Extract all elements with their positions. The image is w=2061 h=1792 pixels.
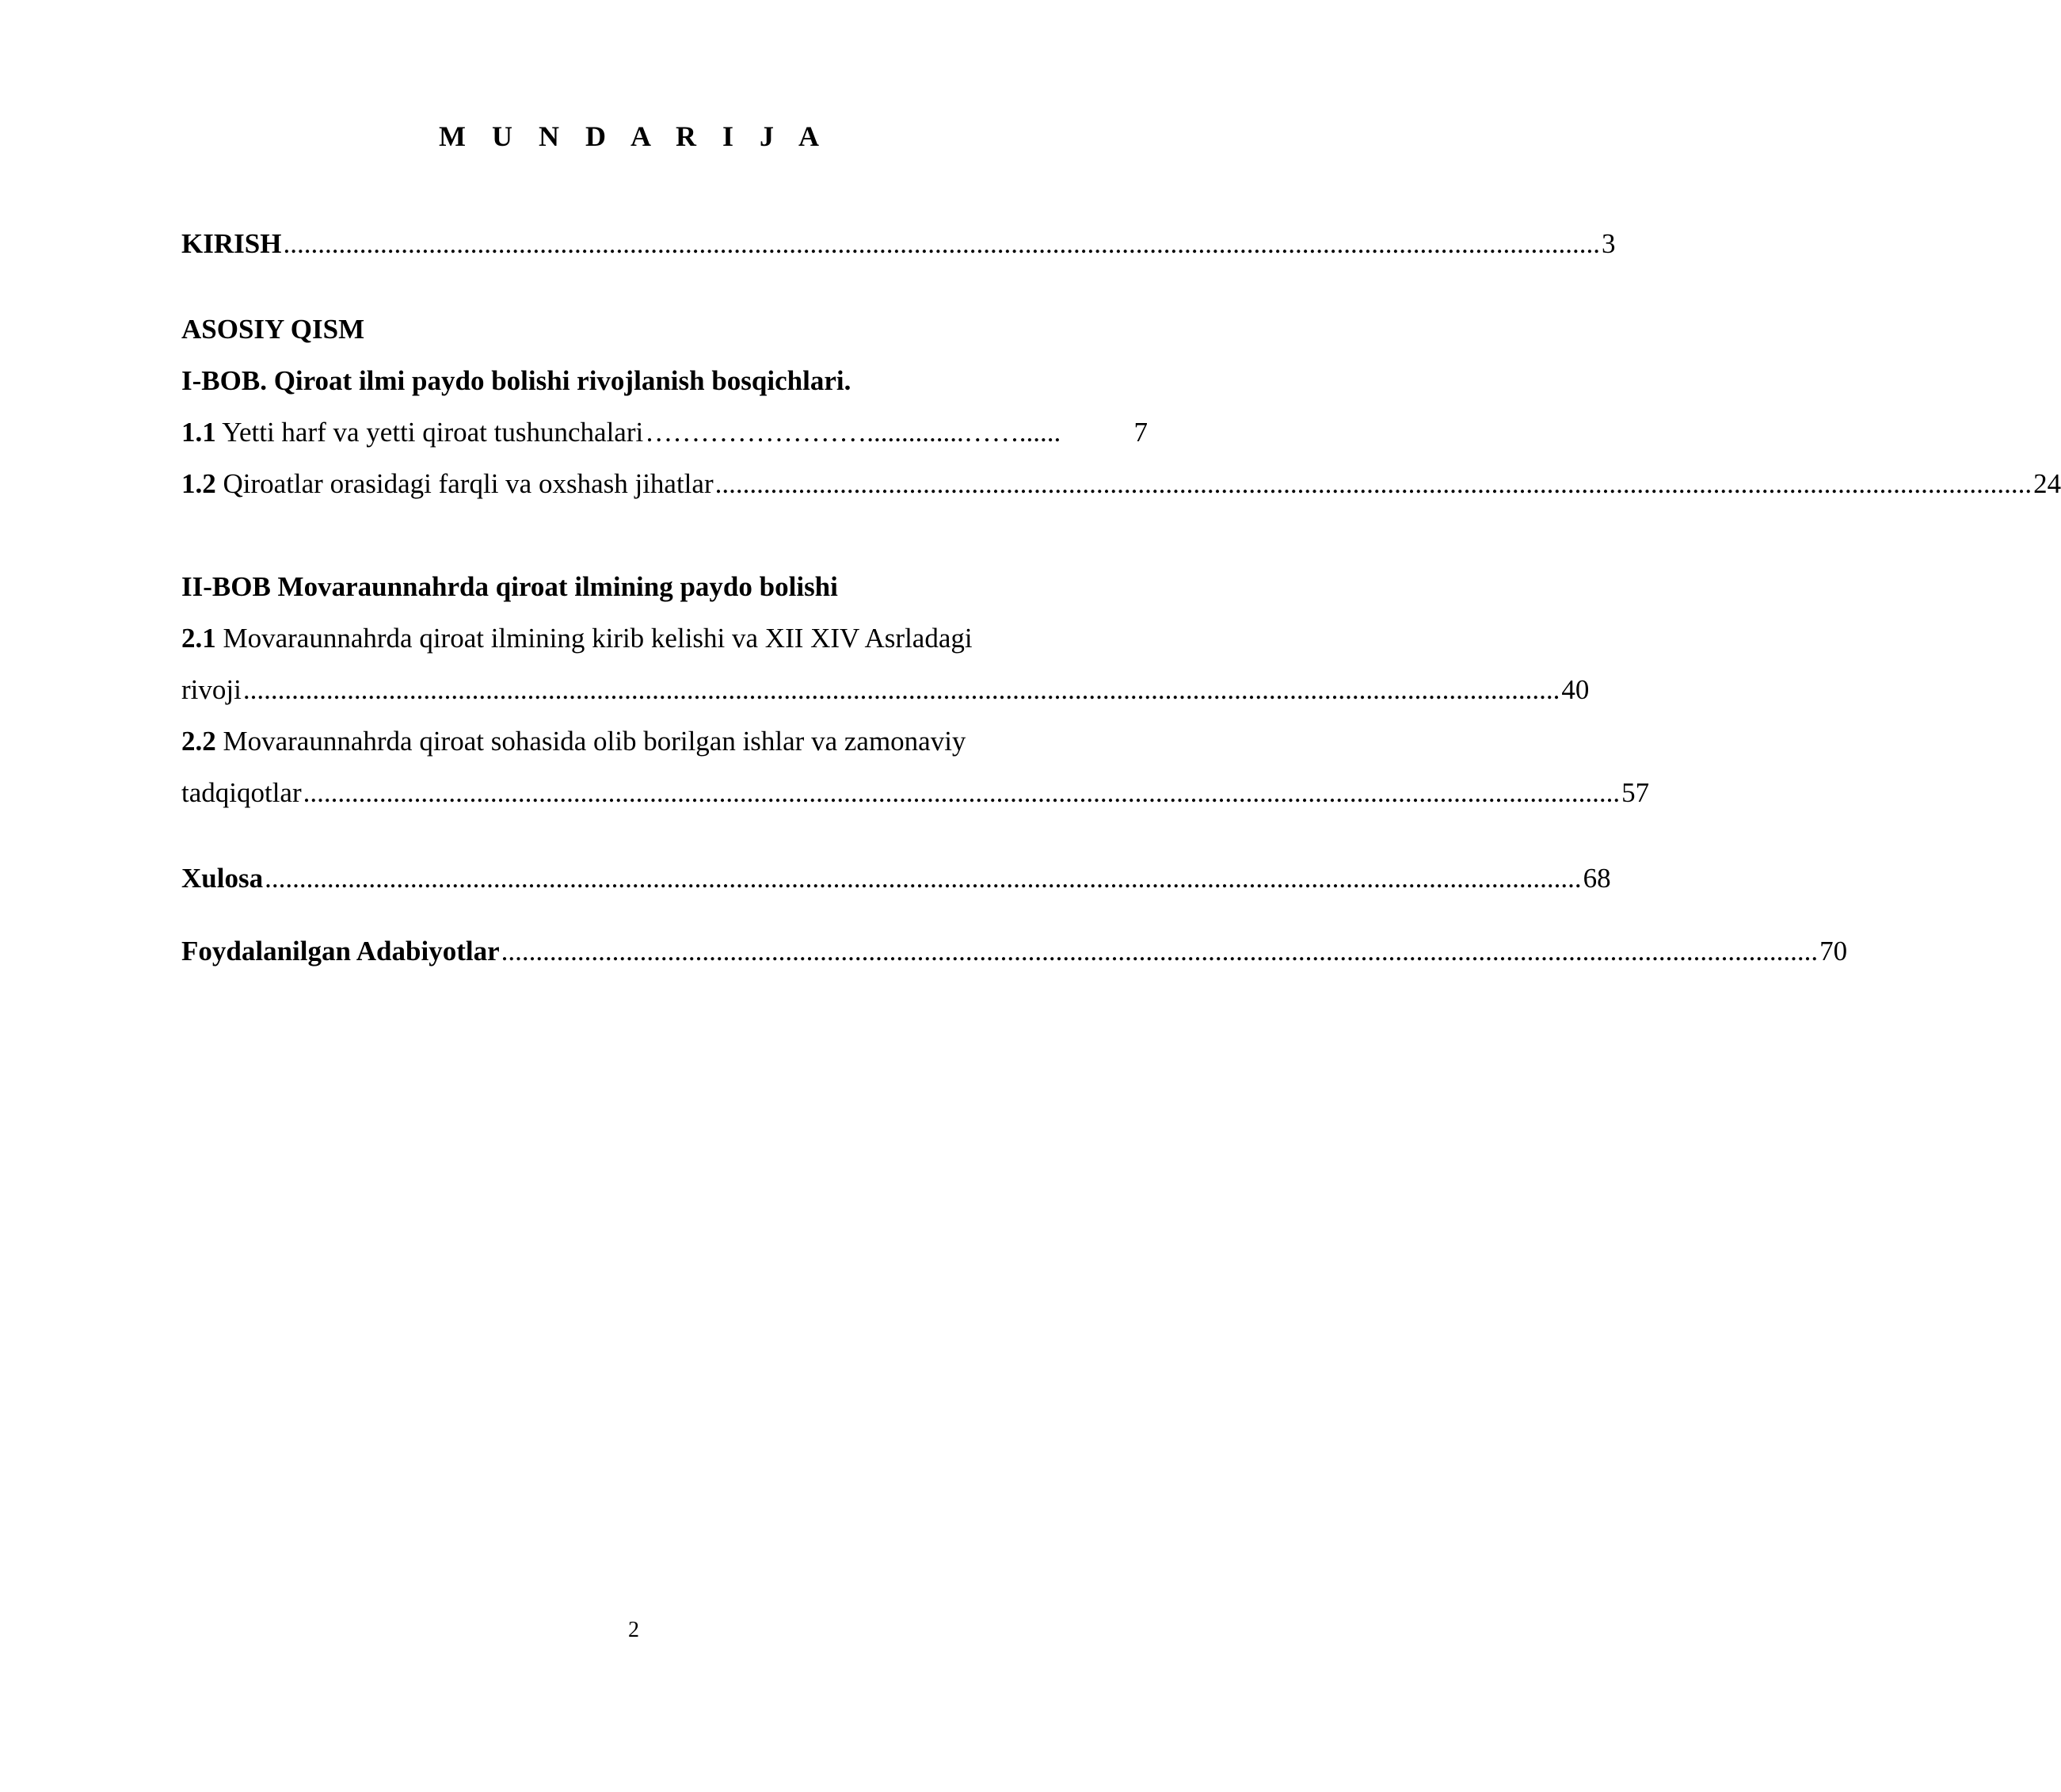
toc-leader: .............................................................................................................................................................................................. xyxy=(501,936,1819,967)
toc-entry-2-1[interactable] xyxy=(181,671,1590,709)
section-heading-asosiy-qism: ASOSIY QISM xyxy=(181,314,365,345)
toc-section-number: 1.2 xyxy=(181,468,216,499)
toc-page-number: 68 xyxy=(1583,863,1611,894)
toc-section-title: Movaraunnahrda qiroat sohasida olib borilgan ishlar va zamonaviy xyxy=(215,726,966,757)
toc-page-number: 40 xyxy=(1561,674,1590,705)
toc-leader: .............................................................................................................................................................................................. xyxy=(242,674,1560,705)
toc-page-number: 7 xyxy=(1133,417,1148,448)
toc-entry-1-1[interactable] xyxy=(181,414,1148,452)
toc-entry-adabiyotlar[interactable] xyxy=(181,932,1848,970)
toc-section-number: 1.1 xyxy=(181,417,216,448)
toc-label xyxy=(181,465,714,503)
toc-label: KIRISH xyxy=(181,228,282,259)
toc-page-number: 24 xyxy=(2033,468,2061,499)
toc-leader: .............................................................................................................................................................................................. xyxy=(303,777,1621,808)
toc-leader: .............................................................................................................................................................................................. xyxy=(265,863,1582,894)
toc-page-number: 57 xyxy=(1621,777,1650,808)
toc-label: Foydalanilgan Adabiyotlar xyxy=(181,936,500,967)
toc-page-number: 70 xyxy=(1819,936,1848,967)
toc-leader: .............................................................................................................................................................................................. xyxy=(283,228,1600,259)
toc-section-title: Yetti harf va yetti qiroat tushunchalari xyxy=(215,417,644,448)
toc-entry-2-1-title[interactable] xyxy=(181,620,1148,658)
toc-section-title: Qiroatlar orasidagi farqli va oxshash jihatlar xyxy=(215,468,714,499)
toc-label xyxy=(181,414,643,452)
toc-entry-1-2[interactable] xyxy=(181,465,2061,503)
toc-leader: .............................................................................................................................................................................................. xyxy=(714,468,2032,499)
toc-entry-2-2-title[interactable] xyxy=(181,723,1148,761)
toc-label-continued: tadqiqotlar xyxy=(181,777,302,808)
toc-entry-xulosa[interactable] xyxy=(181,860,1611,898)
toc-label: Xulosa xyxy=(181,863,264,894)
chapter-heading-1: I-BOB. Qiroat ilmi paydo bolishi rivojlanish bosqichlari. xyxy=(181,365,851,396)
chapter-heading-2: II-BOB Movaraunnahrda qiroat ilmining paydo bolishi xyxy=(181,571,838,602)
toc-section-number: 2.1 xyxy=(181,623,216,654)
toc-entry-2-2[interactable] xyxy=(181,774,1650,812)
toc-leader: ……………………..............……...... xyxy=(645,417,1061,448)
toc-entry-kirish[interactable] xyxy=(181,225,1616,263)
page-number: 2 xyxy=(628,1618,639,1642)
toc-label-continued: rivoji xyxy=(181,674,242,705)
toc-section-title: Movaraunnahrda qiroat ilmining kirib kelishi va XII XIV Asrladagi xyxy=(215,623,973,654)
toc-page-number: 3 xyxy=(1601,228,1616,259)
toc-section-number: 2.2 xyxy=(181,726,216,757)
page-title: M U N D A R I J A xyxy=(438,120,829,152)
